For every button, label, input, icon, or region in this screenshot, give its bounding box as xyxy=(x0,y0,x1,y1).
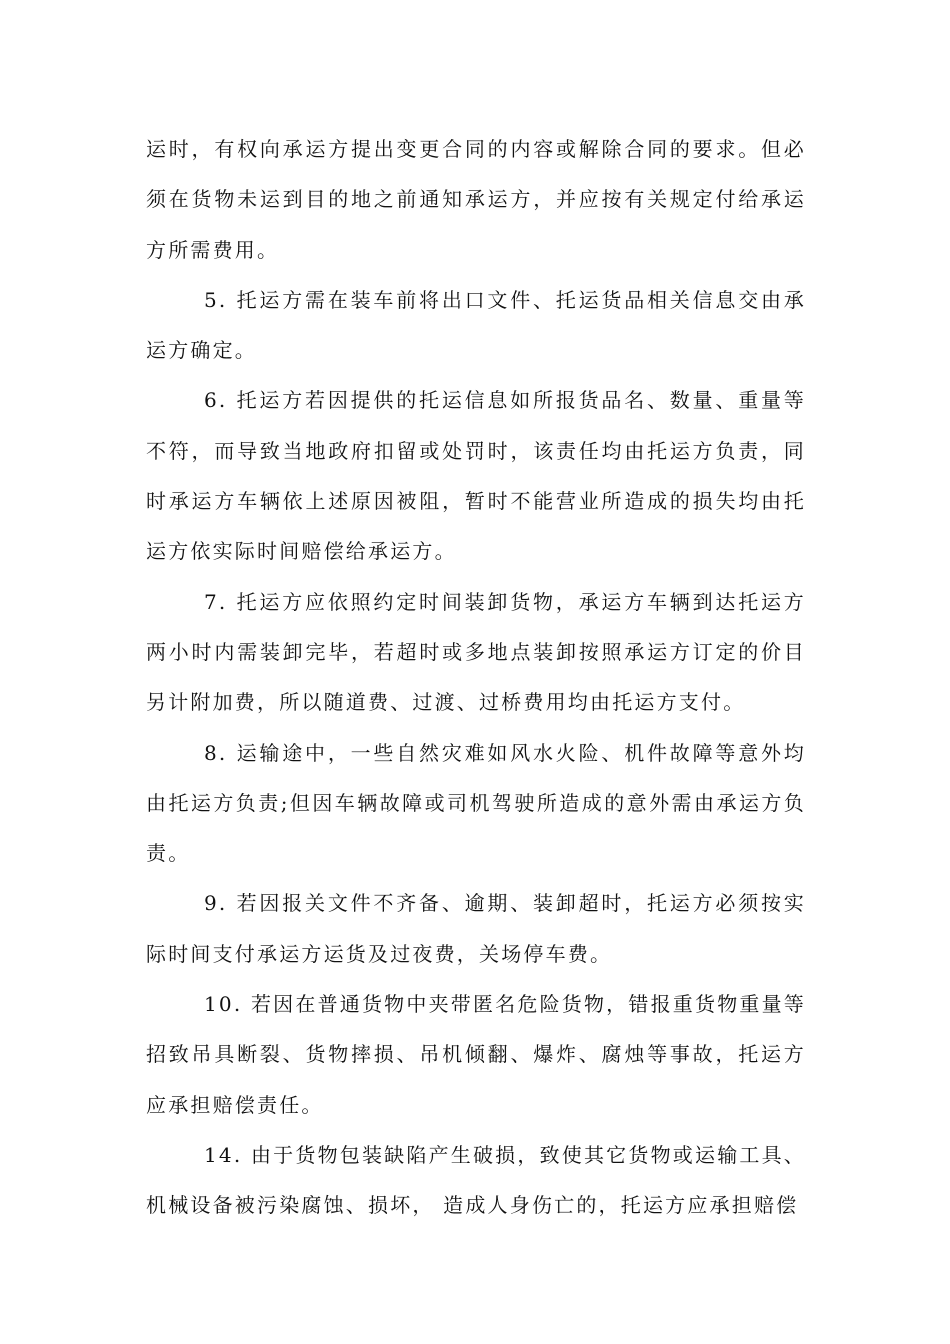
paragraph-clause-14: 14. 由于货物包装缺陷产生破损，致使其它货物或运输工具、机械设备被污染腐蚀、损坏， 造成人身伤亡的，托运方应承担赔偿 xyxy=(146,1142,806,1218)
paragraph-clause-8: 8. 运输途中，一些自然灾难如风水火险、机件故障等意外均由托运方负责;但因车辆故障或司机驾驶所造成的意外需由承运方负责。 xyxy=(146,740,806,866)
paragraph-clause-7: 7. 托运方应依照约定时间装卸货物，承运方车辆到达托运方两小时内需装卸完毕，若超时或多地点装卸按照承运方订定的价目另计附加费，所以随道费、过渡、过桥费用均由托运方支付。 xyxy=(146,589,806,715)
paragraph-continuation: 运时，有权向承运方提出变更合同的内容或解除合同的要求。但必须在货物未运到目的地之前通知承运方，并应按有关规定付给承运方所需费用。 xyxy=(146,137,806,262)
paragraph-clause-9: 9. 若因报关文件不齐备、逾期、装卸超时，托运方必须按实际时间支付承运方运货及过夜费，关场停车费。 xyxy=(146,891,806,966)
paragraph-clause-6: 6. 托运方若因提供的托运信息如所报货品名、数量、重量等不符，而导致当地政府扣留或处罚时，该责任均由托运方负责，同时承运方车辆依上述原因被阻，暂时不能营业所造成的损失均由托运方依实际时间赔偿给承运方。 xyxy=(146,388,806,564)
paragraph-clause-5: 5. 托运方需在装车前将出口文件、托运货品相关信息交由承运方确定。 xyxy=(146,287,806,363)
document-body xyxy=(146,124,806,1231)
paragraph-clause-10: 10. 若因在普通货物中夹带匿名危险货物，错报重货物重量等招致吊具断裂、货物摔损、吊机倾翻、爆炸、腐烛等事故，托运方应承担赔偿责任。 xyxy=(146,992,806,1117)
